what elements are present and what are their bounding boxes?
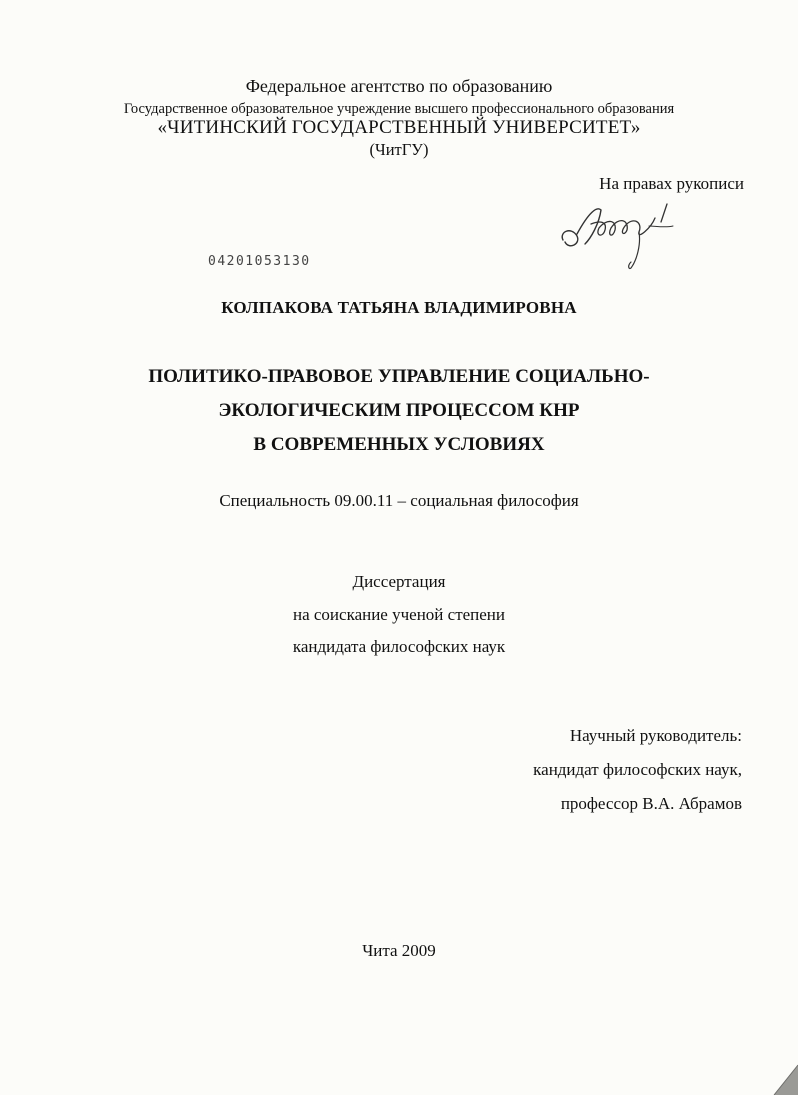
degree-purpose: на соискание ученой степени [292, 605, 506, 624]
title-line: ПОЛИТИКО-ПРАВОВОЕ УПРАВЛЕНИЕ СОЦИАЛЬНО- [148, 366, 650, 387]
specialty: Специальность 09.00.11 – социальная философия [219, 491, 579, 510]
title-line: В СОВРЕМЕННЫХ УСЛОВИЯХ [253, 434, 545, 455]
university-name: «ЧИТИНСКИЙ ГОСУДАРСТВЕННЫЙ УНИВЕРСИТЕТ» [157, 117, 641, 138]
page-corner-fold [760, 1061, 798, 1095]
dissertation-title [0, 360, 798, 462]
supervisor-label: Научный руководитель: [569, 726, 742, 745]
city-year: Чита 2009 [362, 941, 436, 960]
archive-code: 04201053130 [208, 254, 311, 269]
title-line: ЭКОЛОГИЧЕСКИМ ПРОЦЕССОМ КНР [218, 400, 580, 421]
dissertation-type: Диссертация [352, 572, 446, 591]
supervisor-name: профессор В.А. Абрамов [560, 794, 742, 813]
university-abbreviation: (ЧитГУ) [369, 140, 429, 159]
supervisor-degree: кандидат философских наук, [533, 760, 742, 779]
manuscript-note: На правах рукописи [599, 174, 744, 193]
institution-name: Государственное образовательное учреждение высшего профессионального образования [123, 101, 675, 117]
handwritten-signature [555, 198, 695, 272]
author-name: КОЛПАКОВА ТАТЬЯНА ВЛАДИМИРОВНА [221, 298, 577, 317]
agency-name: Федеральное агентство по образованию [245, 76, 553, 96]
degree-name: кандидата философских наук [292, 637, 506, 656]
